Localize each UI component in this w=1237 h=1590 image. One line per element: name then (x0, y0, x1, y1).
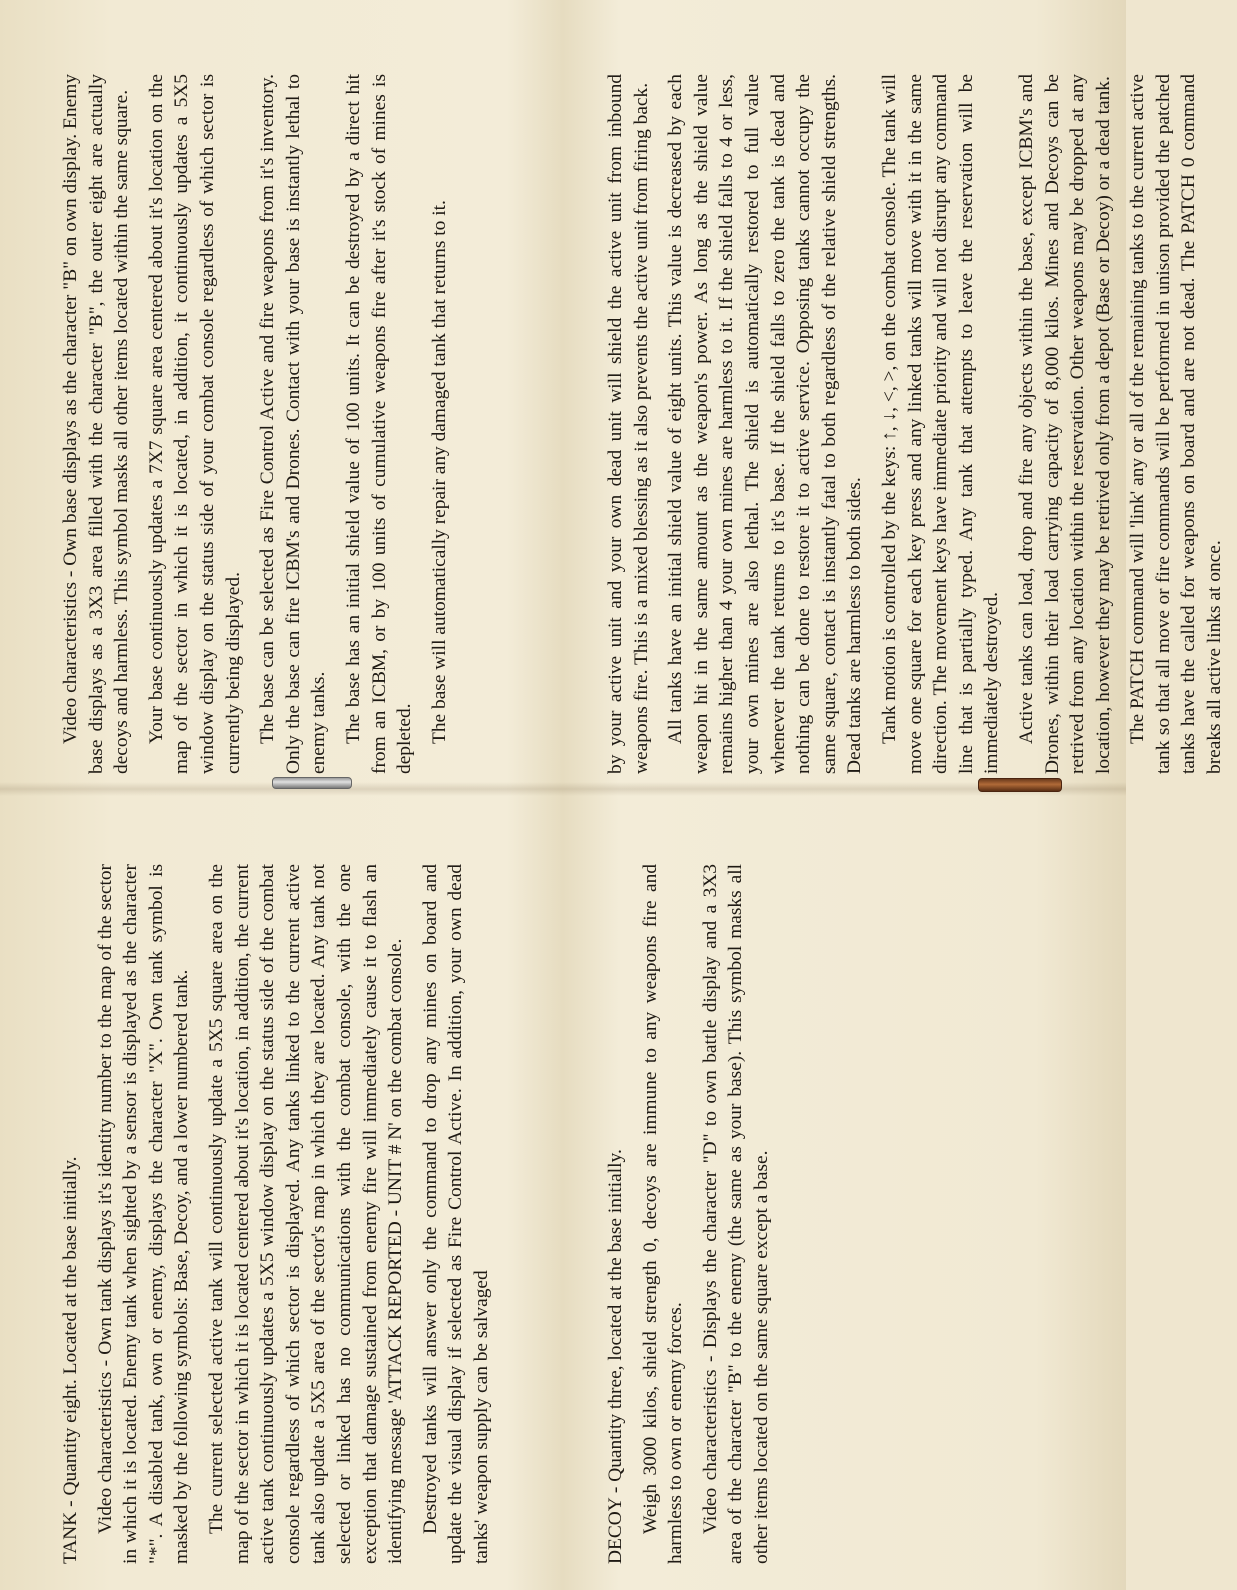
base-fire-control: The base can be selected as Fire Control Active and fire weapons from it's inventory. Only the base can fire ICBM's and Drones. Contact with your base is instantly lethal to enemy tanks. (257, 74, 330, 774)
patch-command: The PATCH command will 'link' any or all of the remaining tanks to the current active tank so that all move or fire commands will be performed in unison provided the patched tanks have the called for weapons on board and are not dead. The PATCH 0 command breaks all active links at once. (1127, 74, 1226, 774)
right-page (563, 0, 1226, 1590)
tank-active-updates: The current selected active tank will continuously update a 5X5 square area on the map of the sector in which it is located centered about it's location, in addition, the current active tank continuously updates a 5X5 window display on the status side of the combat console regardless of which sector is displayed. Any tanks linked to the current active tank also update a 5X5 area of the sector's map in which they are located. Any tank not selected or linked has no communications with the combat console, with the one exception that damage sustained from enemy fire will immediately cause it to flash an identifying message 'ATTACK REPORTED - UNIT # N' on the combat console. (205, 864, 407, 1564)
tank-destroyed: Destroyed tanks will answer only the command to drop any mines on board and update the visual display if selected as Fire Control Active. In addition, your own dead tanks' weapon supply can be salvaged (419, 864, 492, 1564)
left-page-column-bottom (58, 74, 461, 774)
base-video-characteristics: Video characteristics - Own base displays as the character "B" on own display. Enemy base displays as a 3X3 area filled with the character "B", the outer eight are actually decoys and harmless. This symbol masks all other items located within the same square. (60, 74, 133, 774)
right-page-column-bottom (603, 74, 1237, 774)
base-shield: The base has an initial shield value of 100 units. It can be destroyed by a direct hit from an ICBM, or by 100 units of cumulative weapons fire after it's stock of mines is depleted. (342, 74, 416, 774)
left-page-column-top (58, 864, 504, 1564)
left-page (0, 0, 563, 1590)
decoy-video-characteristics: Video characteristics - Displays the character "D" to own battle display and a 3X3 area of the character "B" to the enemy (the same as your base). This symbol masks all other items located on the same square except a base. (699, 864, 772, 1564)
tank-heading: TANK - Quantity eight. Located at the base initially. (60, 1156, 81, 1564)
decoy-weight: Weigh 3000 kilos, shield strength 0, decoys are immune to any weapons fire and harmless to own or enemy forces. (639, 864, 687, 1564)
right-page-column-top (603, 864, 784, 1564)
base-updates: Your base continuously updates a 7X7 square area centered about it's location on the map of the sector in which it is located, in addition, it continuously updates a 5X5 window display on the status side of your combat console regardless of which sector is currently being displayed. (145, 74, 244, 774)
decoy-heading: DECOY - Quantity three, located at the base initially. (605, 1149, 626, 1564)
dead-unit-shield: by your active unit and your own dead unit will shield the active unit from inbound weapons fire. This is a mixed blessing as it also prevents the active unit from firing back. (605, 74, 652, 774)
tank-load-capacity: Active tanks can load, drop and fire any objects within the base, except ICBM's and Drones, within their load carrying capacity of 8,000 kilos. Mines and Decoys can be retrived from any location within the reservation. Other weapons may be dropped at any location, however they may be retrived only from a depot (Base or Decoy) or a dead tank. (1015, 74, 1114, 774)
tank-shield-value: All tanks have an initial shield value of eight units. This value is decreased by each weapon hit in the same amount as the weapon's power. As long as the shield value remains higher than 4 your own mines are harmless to it. If the shield falls to 4 or less, your own mines are also lethal. The shield is automatically restored to full value whenever the tank returns to it's base. If the shield falls to zero the tank is dead and nothing can be done to restore it to active service. Opposing tanks cannot occupy the same square, contact is instantly fatal to both regardless of the relative shield strengths. Dead tanks are harmless to both sides. (665, 74, 866, 774)
tank-motion: Tank motion is controlled by the keys: ↑, ↓, <, >, on the combat console. The tank will move one square for each key press and any linked tanks will move with it in the same direction. The movement keys have immediate priority and will not disrupt any command line that is partially typed. Any tank that attempts to leave the reservation will be immediately destroyed. (878, 74, 1003, 774)
tank-video-characteristics: Video characteristics - Own tank displays it's identity number to the map of the sector in which it is located. Enemy tank when sighted by a sensor is displayed as the character "*". A disabled tank, own or enemy, displays the character "X". Own tank symbol is masked by the following symbols: Base, Decoy, and a lower numbered tank. (94, 864, 193, 1564)
base-repair: The base will automatically repair any damaged tank that returns to it. (428, 200, 450, 744)
